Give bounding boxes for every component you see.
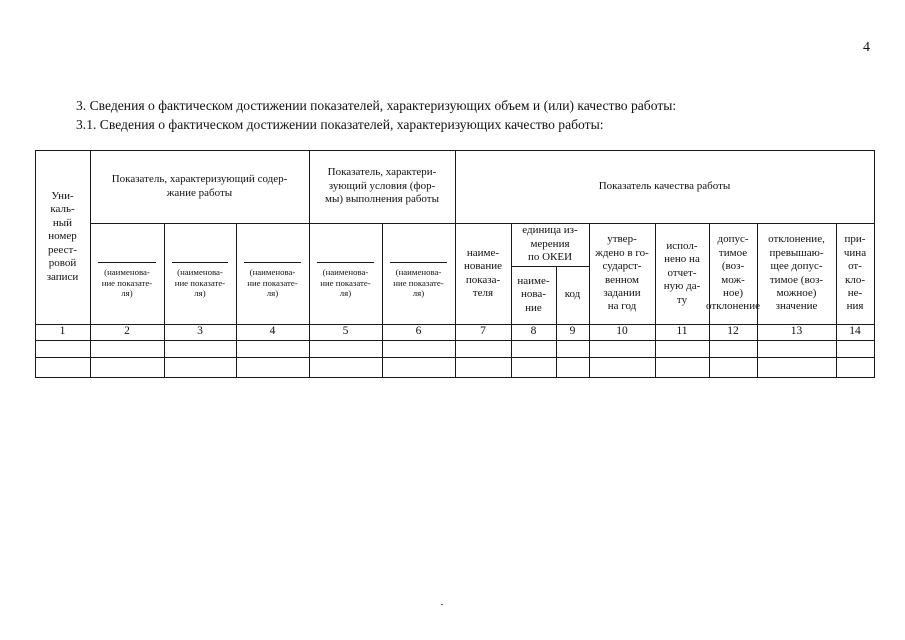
table-cell bbox=[511, 340, 556, 357]
table-cell bbox=[382, 357, 455, 377]
condition-indicator-header-line: Показатель, характери- bbox=[327, 166, 437, 179]
executed-value-header-line: отчет- bbox=[667, 266, 697, 279]
indicator-name-placeholder bbox=[236, 264, 309, 302]
approved-value-header-line: задании bbox=[603, 286, 641, 299]
approved-value-header bbox=[589, 223, 655, 324]
column-number: 13 bbox=[790, 325, 803, 338]
indicator-name-header bbox=[455, 223, 511, 324]
unique-number-header-line: ровой bbox=[48, 257, 77, 270]
indicator-name-placeholder-line: ля) bbox=[266, 288, 279, 299]
executed-value-header-line: ную да- bbox=[663, 280, 701, 293]
indicator-name-placeholder bbox=[309, 264, 382, 302]
table-cell bbox=[35, 357, 90, 377]
indicator-blank-line bbox=[317, 262, 374, 263]
indicator-name-placeholder-line: (наименова- bbox=[395, 267, 442, 278]
table-cell bbox=[709, 340, 757, 357]
okei-unit-header-line: единица из- bbox=[522, 224, 578, 237]
table-cell bbox=[757, 340, 836, 357]
okei-unit-header-line: мерения bbox=[530, 237, 570, 250]
okei-code-header: код bbox=[564, 288, 581, 301]
indicator-name-header-line: наиме- bbox=[466, 246, 500, 259]
excess-deviation-header-line: значение bbox=[775, 300, 818, 313]
column-number: 1 bbox=[59, 325, 66, 338]
excess-deviation-header-line: можное) bbox=[776, 286, 817, 299]
indicator-name-placeholder-line: ля) bbox=[121, 288, 133, 299]
unique-number-header-line: номер bbox=[48, 230, 77, 243]
excess-deviation-header bbox=[757, 223, 836, 324]
indicator-name-header-line: нование bbox=[464, 260, 502, 273]
table-cell bbox=[655, 340, 709, 357]
table-cell bbox=[164, 357, 236, 377]
column-number: 5 bbox=[342, 325, 349, 338]
column-number: 8 bbox=[530, 325, 537, 338]
okei-unit-header bbox=[511, 223, 589, 266]
okei-name-header-line: нова- bbox=[521, 288, 546, 301]
condition-indicator-header bbox=[309, 150, 455, 223]
indicator-name-placeholder-line: (наименова- bbox=[249, 267, 296, 278]
unique-number-header-line: каль- bbox=[50, 203, 75, 216]
okei-name-header-line: ние bbox=[525, 301, 542, 314]
table-cell bbox=[455, 340, 511, 357]
table-cell bbox=[589, 340, 655, 357]
table-cell bbox=[511, 357, 556, 377]
unique-number-header-line: записи bbox=[46, 270, 79, 283]
deviation-reason-header-line: кло- bbox=[844, 273, 865, 286]
indicator-name-placeholder-line: ля) bbox=[194, 288, 206, 299]
deviation-reason-header-line: от- bbox=[848, 260, 862, 273]
table-cell bbox=[757, 357, 836, 377]
column-number: 4 bbox=[269, 325, 276, 338]
deviation-reason-header-line: не- bbox=[847, 286, 863, 299]
indicator-name-placeholder-line: (наименова- bbox=[322, 267, 369, 278]
column-number: 9 bbox=[569, 325, 576, 338]
table-cell bbox=[836, 357, 874, 377]
unique-number-header-line: Уни- bbox=[51, 190, 74, 203]
okei-name-header bbox=[511, 266, 556, 324]
indicator-name-placeholder-line: ля) bbox=[339, 288, 352, 299]
allowed-deviation-header-line: (воз- bbox=[721, 260, 745, 273]
table-cell bbox=[309, 357, 382, 377]
indicator-name-placeholder-line: (наименова- bbox=[177, 267, 223, 278]
indicator-name-placeholder-line: ние показате- bbox=[320, 277, 371, 288]
column-number: 14 bbox=[849, 325, 861, 338]
deviation-reason-header bbox=[836, 223, 874, 324]
indicator-name-placeholder bbox=[382, 264, 455, 302]
deviation-reason-header-line: ния bbox=[846, 300, 864, 313]
indicator-name-placeholder-line: ние показате- bbox=[393, 277, 444, 288]
indicator-name-header-line: теля bbox=[472, 286, 494, 299]
deviation-reason-header-line: при- bbox=[844, 233, 866, 246]
indicator-blank-line bbox=[172, 262, 228, 263]
executed-value-header-line: испол- bbox=[666, 239, 698, 252]
indicator-name-header-line: показа- bbox=[465, 273, 501, 286]
approved-value-header-line: венном bbox=[604, 273, 640, 286]
executed-value-header-line: нено на bbox=[664, 253, 700, 266]
column-number: 6 bbox=[415, 325, 422, 338]
indicator-name-placeholder-line: ние показате- bbox=[247, 277, 298, 288]
allowed-deviation-header-line: отклонение bbox=[706, 300, 760, 313]
page-number: 4 bbox=[863, 40, 870, 55]
allowed-deviation-header-line: тимое bbox=[718, 246, 748, 259]
okei-name-header-line: наиме- bbox=[517, 274, 550, 287]
excess-deviation-header-line: тимое (воз- bbox=[769, 273, 824, 286]
allowed-deviation-header bbox=[706, 223, 760, 324]
approved-value-header-line: на год bbox=[607, 300, 637, 313]
column-number: 12 bbox=[727, 325, 739, 338]
indicator-blank-line bbox=[98, 262, 156, 263]
column-number: 10 bbox=[616, 325, 628, 338]
table-column-rule bbox=[874, 150, 875, 378]
table-cell bbox=[236, 357, 309, 377]
quality-indicator-header: Показатель качества работы bbox=[598, 179, 731, 192]
table-cell bbox=[709, 357, 757, 377]
unique-number-header-line: реест- bbox=[48, 243, 77, 256]
excess-deviation-header-line: щее допус- bbox=[770, 260, 823, 273]
table-cell bbox=[309, 340, 382, 357]
indicator-blank-line bbox=[244, 262, 301, 263]
table-cell bbox=[455, 357, 511, 377]
indicator-name-placeholder-line: (наименова- bbox=[104, 267, 150, 278]
unique-number-header-line: ный bbox=[52, 216, 73, 229]
table-cell bbox=[655, 357, 709, 377]
excess-deviation-header-line: отклонение, bbox=[768, 233, 825, 246]
table-cell bbox=[556, 340, 589, 357]
excess-deviation-header-line: превышаю- bbox=[769, 246, 824, 259]
section-3-1-heading: 3.1. Сведения о фактическом достижении показателей, характеризующих качество работы: bbox=[76, 117, 604, 132]
indicator-name-placeholder-line: ля) bbox=[412, 288, 425, 299]
indicator-name-placeholder bbox=[164, 264, 236, 302]
approved-value-header-line: утвер- bbox=[607, 233, 637, 246]
column-number: 7 bbox=[480, 325, 486, 338]
condition-indicator-header-line: мы) выполнения работы bbox=[325, 193, 439, 206]
table-cell bbox=[236, 340, 309, 357]
unique-number-header bbox=[35, 150, 90, 324]
column-number: 11 bbox=[676, 325, 688, 338]
table-cell bbox=[382, 340, 455, 357]
table-cell bbox=[556, 357, 589, 377]
scan-dot bbox=[441, 604, 443, 605]
indicator-blank-line bbox=[390, 262, 447, 263]
content-indicator-header bbox=[90, 150, 309, 223]
allowed-deviation-header-line: мож- bbox=[721, 273, 745, 286]
approved-value-header-line: сударст- bbox=[602, 260, 642, 273]
column-number: 3 bbox=[197, 325, 203, 338]
table-cell bbox=[90, 357, 164, 377]
indicator-name-placeholder bbox=[90, 264, 164, 302]
table-cell bbox=[90, 340, 164, 357]
executed-value-header bbox=[655, 223, 709, 324]
condition-indicator-header-line: зующий условия (фор- bbox=[328, 179, 436, 192]
allowed-deviation-header-line: допус- bbox=[717, 233, 749, 246]
section-3-heading: 3. Сведения о фактическом достижении показателей, характеризующих объем и (или) качество работы: bbox=[76, 98, 677, 113]
okei-unit-header-line: по ОКЕИ bbox=[527, 251, 573, 264]
executed-value-header-line: ту bbox=[676, 293, 688, 306]
indicator-name-placeholder-line: ние показате- bbox=[174, 277, 226, 288]
table-cell bbox=[836, 340, 874, 357]
approved-value-header-line: ждено в го- bbox=[595, 246, 649, 259]
table-cell bbox=[164, 340, 236, 357]
content-indicator-header-line: Показатель, характеризующий содер- bbox=[111, 173, 288, 186]
allowed-deviation-header-line: ное) bbox=[722, 286, 744, 299]
deviation-reason-header-line: чина bbox=[843, 246, 867, 259]
column-number: 2 bbox=[124, 325, 130, 338]
table-cell bbox=[35, 340, 90, 357]
table-cell bbox=[589, 357, 655, 377]
indicator-name-placeholder-line: ние показате- bbox=[101, 277, 153, 288]
content-indicator-header-line: жание работы bbox=[166, 186, 233, 199]
